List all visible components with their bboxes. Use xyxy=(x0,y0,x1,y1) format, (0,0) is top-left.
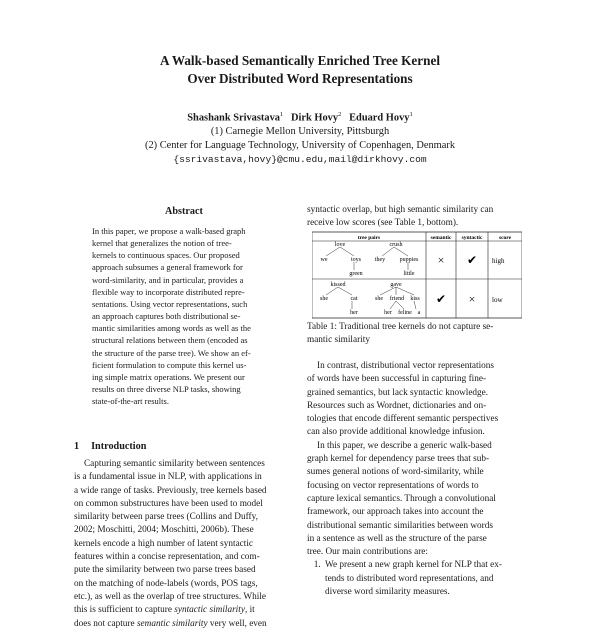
contribution-line: diverse word similarity measures. xyxy=(325,587,450,598)
tree-2-root: crush xyxy=(389,242,403,248)
tree-1-child: green xyxy=(349,271,363,277)
tree-2-right: puppies xyxy=(399,257,419,263)
abstract-line: the structure of the parse tree). We show an ef- xyxy=(92,347,251,358)
intro-line: Capturing semantic similarity between sentences xyxy=(84,459,265,469)
section-title: Introduction xyxy=(91,441,147,452)
tree-4-child-2: feline xyxy=(398,310,412,316)
right-line: distributional semantic similarities between words xyxy=(307,520,493,531)
right-line: graph kernel for dependency parse trees that sub- xyxy=(307,454,490,465)
contributions-list xyxy=(307,559,527,599)
right-line: of words have been successful in capturing fine- xyxy=(307,374,487,385)
tree-3-right: cat xyxy=(350,296,358,302)
abstract-line: approach subsumes a general framework for xyxy=(92,262,243,273)
abstract-line: ing simple matrix operations. We present our xyxy=(92,371,245,382)
tree-3-root: kissed xyxy=(330,282,346,288)
table-1-caption xyxy=(307,321,527,348)
right-column-top xyxy=(307,204,527,231)
intro-line: 2002; Moschitti, 2004; Moschitti, 2006b). These xyxy=(74,525,254,536)
table-1 xyxy=(312,231,522,319)
text-run: very well, even xyxy=(207,618,267,629)
author-3-affil: 1 xyxy=(409,111,413,118)
abstract-line: an approach captures both distributional se- xyxy=(92,311,241,322)
right-line: In contrast, distributional vector representations xyxy=(317,361,494,371)
right-line: syntactic overlap, but high semantic similarity can xyxy=(307,205,494,215)
text-run: , it xyxy=(244,605,255,616)
tree-4-child-1: her xyxy=(384,310,392,316)
affiliation-2: (2) Center for Language Technology, University of Copenhagen, Denmark xyxy=(144,140,456,152)
intro-line: similarity between parse trees (Collins and Duffy, xyxy=(74,512,258,523)
section-number: 1 xyxy=(74,441,80,452)
introduction-body xyxy=(74,458,294,631)
tree-1-right: toys xyxy=(350,257,362,263)
abstract-line: ficient formulation to compute this kernel us- xyxy=(92,359,247,370)
tree-1-edges xyxy=(326,247,354,270)
intro-line: a wide range of tasks. Previously, tree kernels based xyxy=(74,485,267,496)
abstract-line: structural relations between them (encoded as xyxy=(92,335,248,346)
intro-line: kernels encode a high number of latent syntactic xyxy=(74,538,254,549)
caption-line: mantic similarity xyxy=(307,335,370,346)
row-2-semantic: ✔ xyxy=(435,292,447,306)
header-semantic: semantic xyxy=(430,235,452,241)
row-1-syntactic: ✔ xyxy=(466,253,478,267)
author-names xyxy=(0,108,600,125)
text-run: does not capture xyxy=(74,618,137,629)
right-line: grained semantics, but lack syntactic knowledge. xyxy=(307,387,489,398)
tree-4-right: kiss xyxy=(410,296,420,302)
abstract-line: flexible way to incorporate distributed repre- xyxy=(92,286,245,297)
intro-line: pute the similarity between two parse trees based xyxy=(74,565,256,576)
abstract-line: results on three diverse NLP tasks, showing xyxy=(92,384,241,395)
title-line-2: Over Distributed Word Representations xyxy=(187,71,413,86)
author-emails: {ssrivastava,hovy}@cmu.edu,mail@dirkhovy.com xyxy=(173,154,427,166)
right-line: can also provide additional knowledge infusion. xyxy=(307,427,485,438)
row-1-semantic: × xyxy=(437,253,445,267)
header-tree-pairs: tree pairs xyxy=(357,235,381,241)
tree-3-left: she xyxy=(320,296,328,302)
emphasis: semantic similarity xyxy=(136,618,208,629)
right-line: capture lexical semantics. Through a convolutional xyxy=(307,493,496,504)
right-line: receive low scores (see Table 1, bottom). xyxy=(307,218,459,229)
abstract-body xyxy=(92,225,276,407)
intro-line: features within a concise representation, and com- xyxy=(74,552,260,563)
row-1-score: high xyxy=(492,257,505,265)
tree-3-child: her xyxy=(350,310,358,316)
abstract-line: mantic similarities among words as well as the xyxy=(92,323,251,334)
intro-line: on the matching of node-labels (words, POS tags, xyxy=(74,578,258,589)
author-2-affil: 2 xyxy=(338,111,342,118)
table-1-figure xyxy=(312,231,522,319)
contribution-line: tends to distributed word representations, and xyxy=(325,573,494,584)
intro-line xyxy=(74,618,294,631)
header-syntactic: syntactic xyxy=(461,235,483,241)
author-3: Eduard Hovy xyxy=(349,112,410,124)
paper-title xyxy=(0,52,600,88)
intro-line: is a fundamental issue in NLP, with applications in xyxy=(74,472,262,483)
right-line: tree. Our main contributions are: xyxy=(307,547,428,558)
emphasis: syntactic similarity xyxy=(174,605,245,616)
author-block xyxy=(0,108,600,167)
contribution-line: 1. We present a new graph kernel for NLP that ex- xyxy=(325,560,502,571)
intro-line: etc.), as well as the overlap of tree structures. While xyxy=(74,591,266,602)
caption-line: Table 1: Traditional tree kernels do not capture se- xyxy=(307,322,494,332)
title-line-1: A Walk-based Semantically Enriched Tree Kernel xyxy=(160,53,440,68)
right-line: sumes general notions of word-similarity, while xyxy=(307,467,484,478)
tree-4-left: she xyxy=(375,296,383,302)
right-line: in a sentence as well as the structure of the parse xyxy=(307,533,487,544)
right-line: Resources such as Wordnet, dictionaries and on- xyxy=(307,400,487,411)
header-score: score xyxy=(498,235,512,241)
tree-4-child-3: a xyxy=(417,310,421,316)
tree-1-left: we xyxy=(320,257,328,263)
right-line: focusing on vector representations of words to xyxy=(307,480,479,491)
author-2: Dirk Hovy xyxy=(291,112,339,124)
tree-4-middle: friend xyxy=(389,296,405,302)
affiliation-1: (1) Carnegie Mellon University, Pittsburgh xyxy=(210,126,390,138)
tree-3-edges xyxy=(326,287,352,309)
text-run: this is sufficient to capture xyxy=(74,605,175,616)
right-line: framework, our approach takes into account the xyxy=(307,507,484,518)
abstract-line: state-of-the-art results. xyxy=(92,396,169,407)
tree-2-child: little xyxy=(403,271,415,277)
section-heading-introduction xyxy=(74,441,158,452)
right-line: tologies that encode different semantic perspectives xyxy=(307,414,499,425)
abstract-line: kernel that generalizes the notion of tree- xyxy=(92,238,232,249)
author-1-affil: 1 xyxy=(279,111,284,118)
contribution-item xyxy=(323,559,527,599)
tree-4-root: gave xyxy=(390,282,402,288)
row-2-score: low xyxy=(492,296,503,304)
author-1: Shashank Srivastava xyxy=(187,112,280,124)
abstract-line: In this paper, we propose a walk-based graph xyxy=(92,226,246,236)
abstract-line: sentations. Using vector representations, such xyxy=(92,298,248,309)
abstract-line: kernels to continuous spaces. Our proposed xyxy=(92,250,240,261)
intro-line xyxy=(74,604,294,617)
abstract-heading: Abstract xyxy=(165,206,203,217)
intro-line: on common substructures have been used to model xyxy=(74,498,263,509)
abstract-line: word-similarity, and in particular, provides a xyxy=(92,274,244,285)
row-2-syntactic: × xyxy=(468,292,476,306)
right-column-body xyxy=(307,360,527,599)
tree-2-left: they xyxy=(374,257,386,263)
tree-1-root: love xyxy=(334,242,346,248)
right-line: In this paper, we describe a generic walk-based xyxy=(317,440,492,451)
